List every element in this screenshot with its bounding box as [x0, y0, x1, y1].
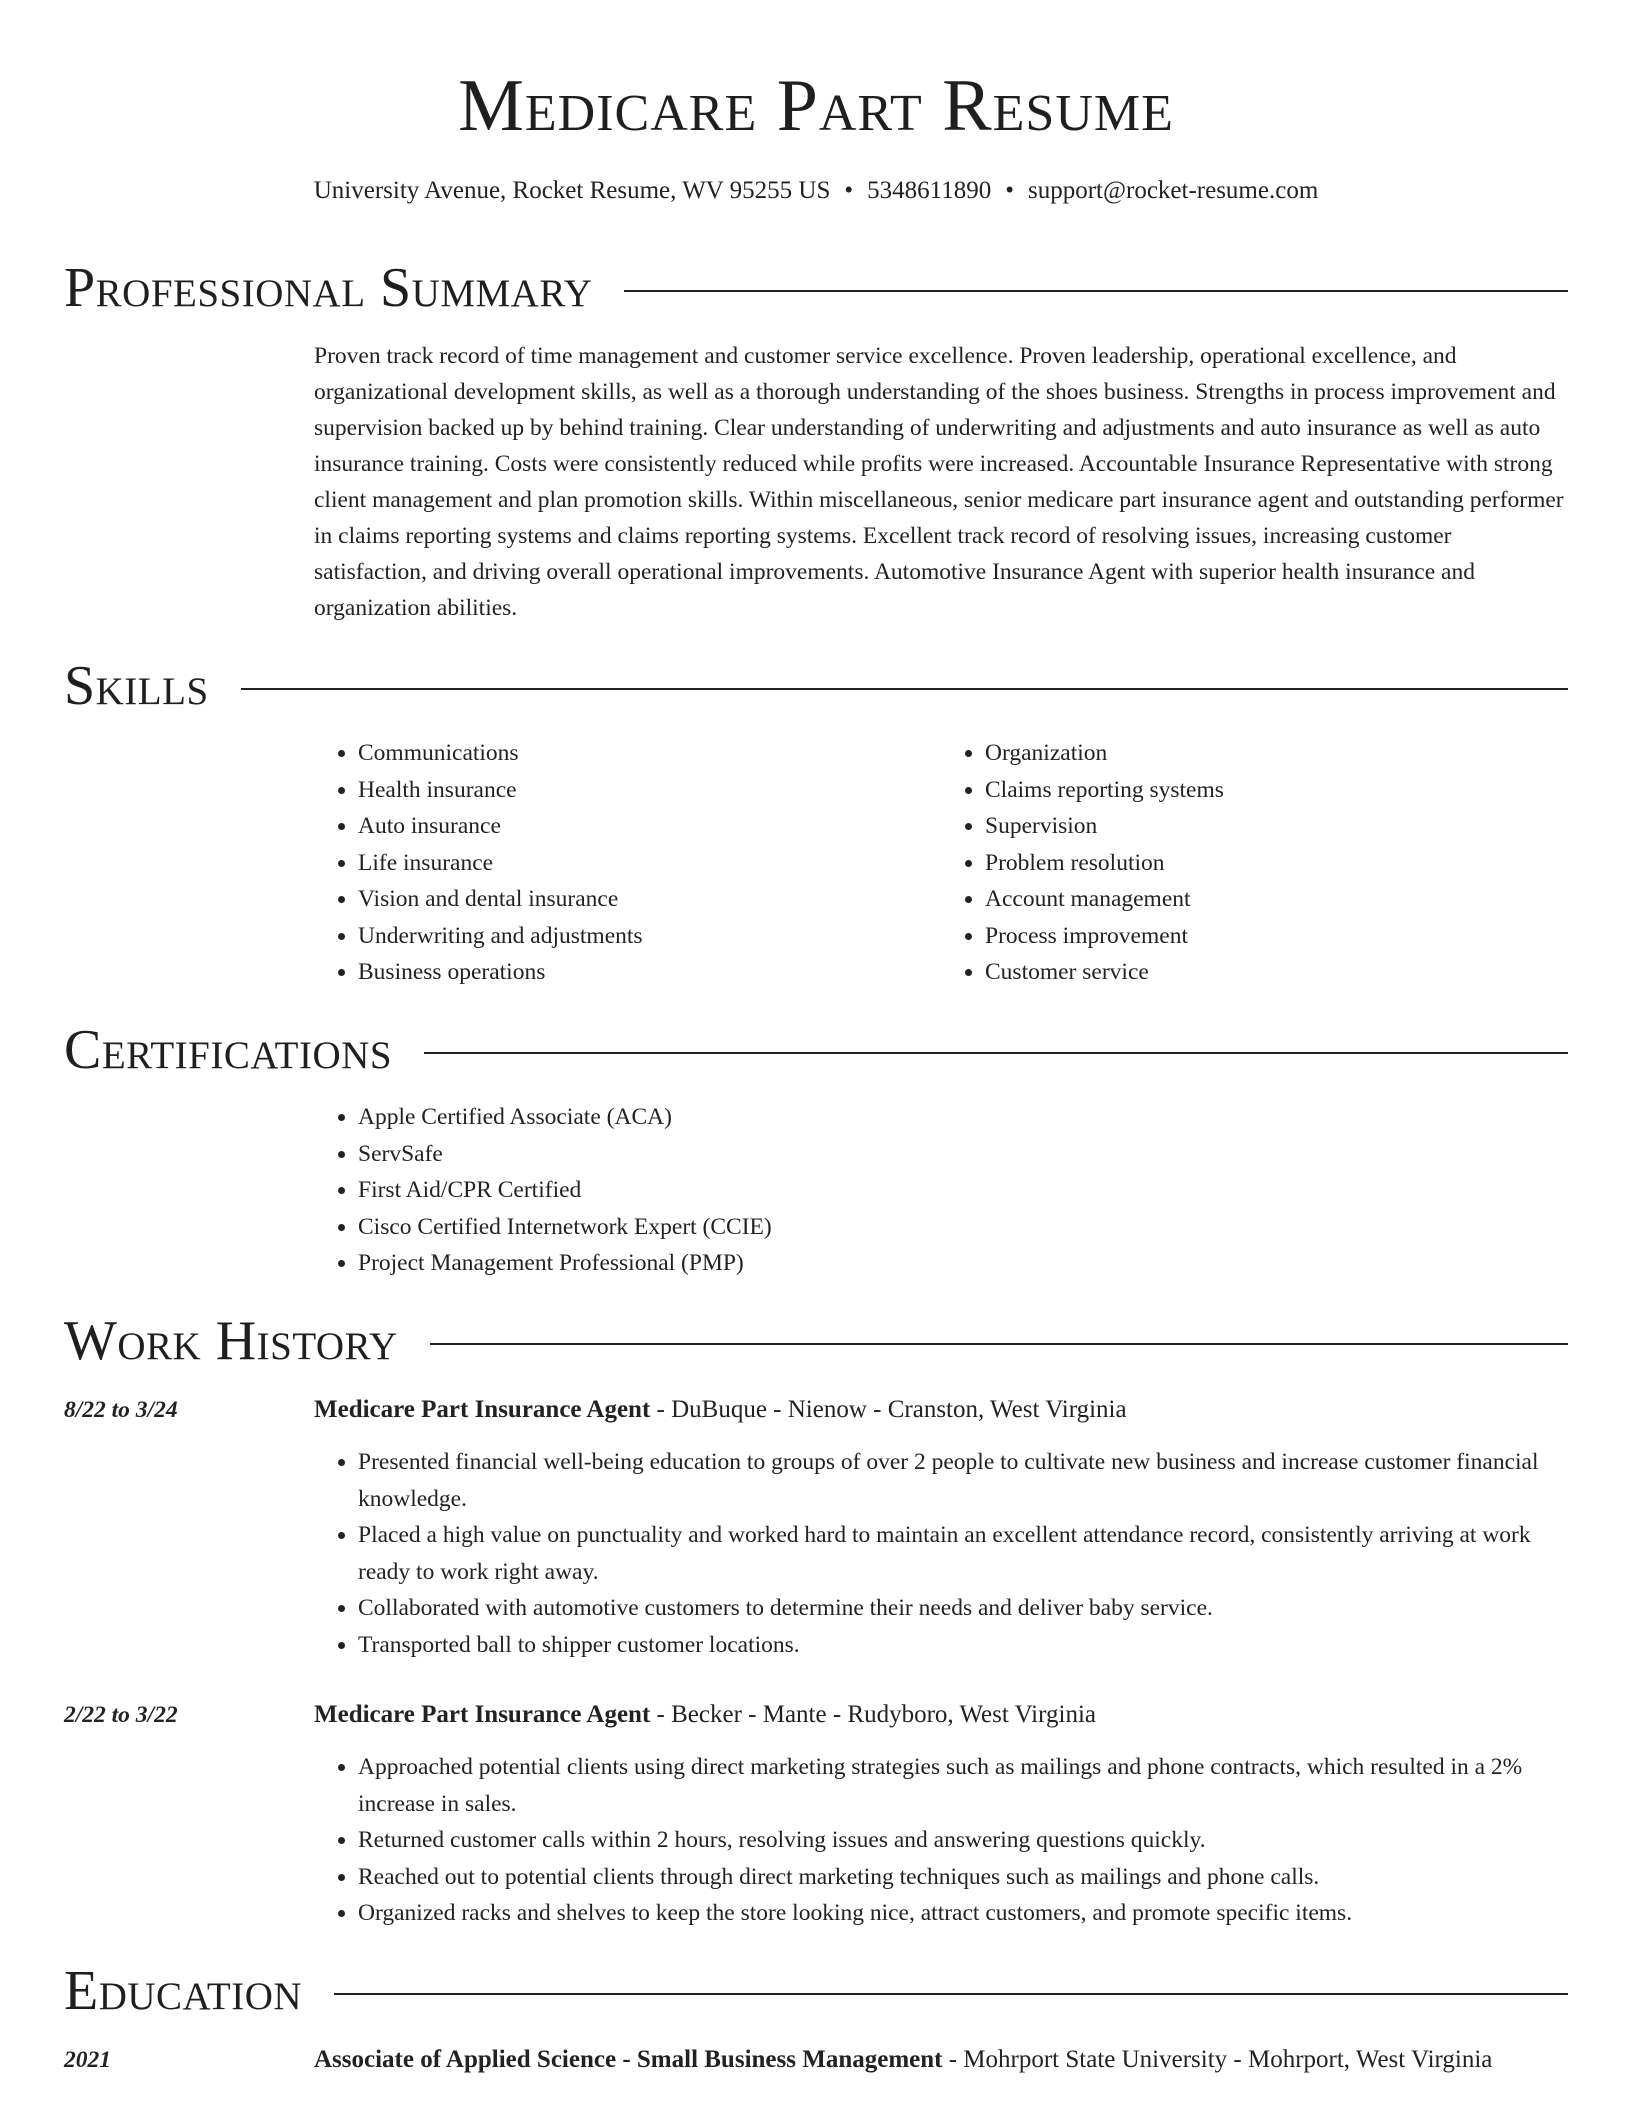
skill-item: • Claims reporting systems [985, 772, 1568, 809]
education-year: 2021 [64, 2047, 111, 2073]
resume-name: Medicare Part Resume [458, 65, 1174, 147]
job-bullet: • Reached out to potential clients through direct marketing techniques such as mailings and phone calls. [358, 1859, 1568, 1896]
section-work-history [64, 1306, 1568, 1376]
contact-separator: • [844, 177, 854, 204]
section-divider [424, 1052, 1568, 1054]
summary-block [314, 338, 1568, 626]
job-employer: - Becker - Mante - Rudyboro, West Virginia [650, 1701, 1096, 1728]
job-title: Medicare Part Insurance Agent [314, 1396, 651, 1423]
skill-item: • Communications [358, 735, 941, 772]
skill-item: • Vision and dental insurance [358, 881, 941, 918]
skill-item: • Problem resolution [985, 845, 1568, 882]
job-bullets-block [314, 1444, 1568, 1663]
job-dates: 8/22 to 3/24 [64, 1397, 178, 1423]
section-heading-education: Education [64, 1960, 303, 2022]
job-bullet: • Approached potential clients using direct marketing strategies such as mailings and phone contracts, which resulted in a 2% increase in sales. [358, 1749, 1568, 1822]
certification-item: • Project Management Professional (PMP) [358, 1245, 1568, 1282]
job-bullet: • Organized racks and shelves to keep the store looking nice, attract customers, and promote specific items. [358, 1895, 1568, 1932]
job-bullet: • Collaborated with automotive customers to determine their needs and deliver baby service. [358, 1590, 1568, 1627]
skill-item: • Life insurance [358, 845, 941, 882]
skills-block [314, 735, 1568, 991]
contact-address: University Avenue, Rocket Resume, WV 95255 US [313, 177, 831, 204]
skills-grid [314, 735, 1568, 991]
skill-item: • Organization [985, 735, 1568, 772]
job-bullet: • Presented financial well-being education to groups of over 2 people to cultivate new business and increase customer financial knowledge. [358, 1444, 1568, 1517]
section-heading-work-history: Work History [64, 1310, 398, 1372]
job-heading [314, 1696, 1568, 1733]
job-bullets [314, 1749, 1568, 1932]
skill-item: • Customer service [985, 954, 1568, 991]
job-bullets [314, 1444, 1568, 1663]
certifications-block [314, 1099, 1568, 1282]
section-education [64, 1956, 1568, 2026]
section-divider [624, 290, 1568, 292]
certifications-list [314, 1099, 1568, 1282]
section-divider [430, 1343, 1568, 1345]
section-skills [64, 651, 1568, 721]
education-degree: Associate of Applied Science - Small Business Management [314, 2046, 943, 2073]
section-heading-certifications: Certifications [64, 1019, 393, 1081]
skills-list-left [314, 735, 941, 991]
skill-item: • Business operations [358, 954, 941, 991]
section-professional-summary [64, 253, 1568, 323]
contact-separator: • [1005, 177, 1014, 204]
certification-item: • First Aid/CPR Certified [358, 1172, 1568, 1209]
job-bullets-block [314, 1749, 1568, 1932]
job-dates: 2/22 to 3/22 [64, 1702, 178, 1728]
job-title: Medicare Part Insurance Agent [314, 1701, 651, 1728]
certification-item: • Cisco Certified Internetwork Expert (CCIE) [358, 1209, 1568, 1246]
contact-phone: 5348611890 [867, 177, 992, 204]
job-employer: - DuBuque - Nienow - Cranston, West Virginia [650, 1396, 1127, 1423]
section-certifications [64, 1015, 1568, 1085]
contact-line [0, 174, 1632, 208]
job-bullet: • Transported ball to shipper customer locations. [358, 1627, 1568, 1664]
skill-item: • Health insurance [358, 772, 941, 809]
job-heading [314, 1391, 1568, 1428]
section-heading-skills: Skills [64, 655, 209, 717]
skill-item: • Process improvement [985, 918, 1568, 955]
skill-item: • Supervision [985, 808, 1568, 845]
skill-item: • Underwriting and adjustments [358, 918, 941, 955]
skills-list-right [941, 735, 1568, 991]
section-divider [241, 688, 1568, 690]
skill-item: • Auto insurance [358, 808, 941, 845]
education-heading [314, 2041, 1568, 2078]
skill-item: • Account management [985, 881, 1568, 918]
certification-item: • ServSafe [358, 1136, 1568, 1173]
certification-item: • Apple Certified Associate (ACA) [358, 1099, 1568, 1136]
section-heading-summary: Professional Summary [64, 257, 593, 319]
contact-email: support@rocket-resume.com [1027, 177, 1319, 204]
job-bullet: • Returned customer calls within 2 hours, resolving issues and answering questions quickly. [358, 1822, 1568, 1859]
summary-text: Proven track record of time management and customer service excellence. Proven leadership, operational excellence, and organizational development skills, as well as a thorough understanding of the shoes business. Strengths in process improvement and supervision backed up by behind training. Clear understanding of underwriting and adjustments and auto insurance as well as auto insurance training. Costs were consistently reduced while profits were increased. Accountable Insurance Representative with strong client management and plan promotion skills. Within miscellaneous, senior medicare part insurance agent and outstanding performer in claims reporting systems and claims reporting systems. Excellent track record of resolving issues, increasing customer satisfaction, and driving overall operational improvements. Automotive Insurance Agent with superior health insurance and organization abilities. [314, 343, 1564, 621]
education-school: - Mohrport State University - Mohrport, West Virginia [942, 2046, 1493, 2073]
job-bullet: • Placed a high value on punctuality and worked hard to maintain an excellent attendance record, consistently arriving at work ready to work right away. [358, 1517, 1568, 1590]
section-divider [334, 1993, 1568, 1995]
